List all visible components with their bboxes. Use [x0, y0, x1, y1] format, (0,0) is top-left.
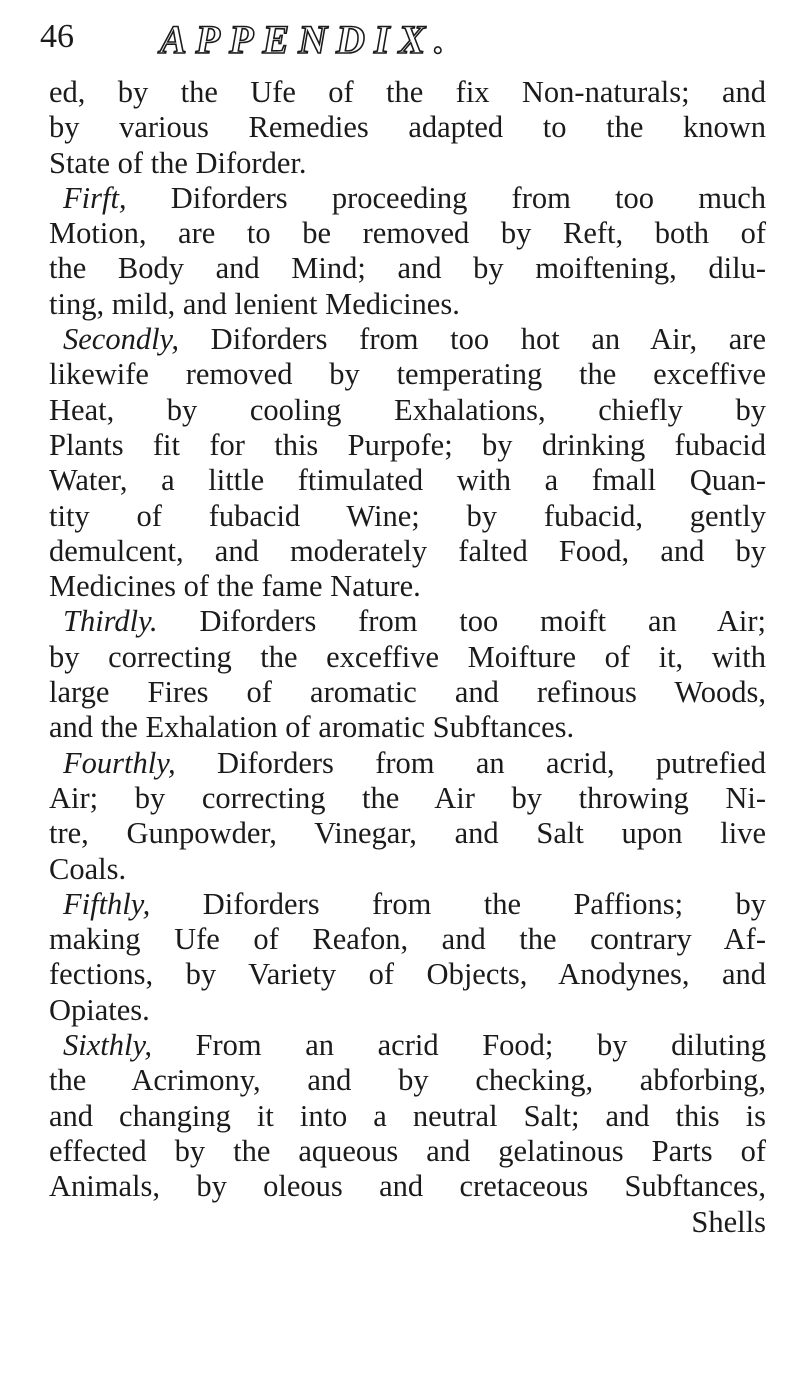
paragraph-lead-word: Thirdly. [63, 604, 158, 639]
catchword: Shells [691, 1204, 766, 1239]
text-line [49, 181, 766, 216]
line-text: and the Exhalation of aromatic Subftances. [49, 710, 575, 745]
line-text: the Acrimony, and by checking, abforbing, [49, 1063, 766, 1098]
text-line [49, 1169, 766, 1204]
line-text: Coals. [49, 851, 127, 886]
text-line [49, 322, 766, 357]
text-line [49, 287, 766, 322]
line-text: ed, by the Ufe of the fix Non-naturals; and [49, 75, 766, 109]
text-line [49, 993, 766, 1028]
text-line [49, 1134, 766, 1169]
paragraph-lead-word: Fourthly, [63, 745, 176, 780]
line-text: Diforders from an acrid, putrefied [175, 745, 766, 780]
line-text: demulcent, and moderately falted Food, and by [49, 533, 766, 568]
text-line [49, 957, 766, 992]
line-text: Air; by correcting the Air by throwing Ni- [49, 780, 766, 815]
line-text: Diforders proceeding from too much [126, 180, 766, 215]
line-text: tity of fubacid Wine; by fubacid, gently [49, 498, 766, 533]
line-text: Opiates. [49, 992, 150, 1027]
text-line [49, 710, 766, 745]
text-line [49, 393, 766, 428]
line-text: Motion, are to be removed by Reft, both of [49, 216, 766, 251]
text-line [49, 463, 766, 498]
line-text: Water, a little ftimulated with a fmall Quan- [49, 463, 766, 498]
text-line [49, 852, 766, 887]
line-text: Heat, by cooling Exhalations, chiefly by [49, 392, 766, 427]
text-line [49, 887, 766, 922]
text-line [49, 816, 766, 851]
line-text: State of the Diforder. [49, 145, 307, 180]
line-text: Diforders from too moift an Air; [157, 604, 766, 639]
paragraph-lead-word: Fifthly, [63, 886, 151, 921]
line-text: and changing it into a neutral Salt; and this is [49, 1098, 766, 1133]
page-header [40, 16, 760, 66]
line-text: ting, mild, and lenient Medicines. [49, 286, 460, 321]
line-text: Diforders from the Paffions; by [150, 886, 766, 921]
text-line [49, 781, 766, 816]
page-number: 46 [40, 18, 74, 55]
line-text: Diforders from too hot an Air, are [179, 322, 766, 357]
text-line [49, 1099, 766, 1134]
text-line [49, 110, 766, 145]
paragraph-lead-word: Sixthly, [63, 1028, 152, 1063]
line-text: Medicines of the fame Nature. [49, 569, 421, 604]
text-line [49, 922, 766, 957]
text-line [49, 534, 766, 569]
line-text: Plants fit for this Purpofe; by drinking fubacid [49, 427, 766, 462]
paragraph-lead-word: Firft, [63, 180, 127, 215]
line-text: the Body and Mind; and by moiftening, dilu- [49, 251, 766, 286]
text-line [49, 640, 766, 675]
line-text: making Ufe of Reafon, and the contrary Af- [49, 922, 766, 957]
line-text: From an acrid Food; by diluting [151, 1028, 766, 1063]
text-line [49, 604, 766, 639]
text-line [49, 146, 766, 181]
text-line [49, 357, 766, 392]
text-line [49, 1063, 766, 1098]
text-line [49, 569, 766, 604]
text-line [49, 75, 766, 110]
text-line [49, 675, 766, 710]
text-line [49, 1028, 766, 1063]
line-text: likewife removed by temperating the exceffive [49, 357, 766, 392]
body-text [49, 75, 766, 1240]
running-head: APPENDIX. [160, 17, 454, 62]
line-text: by correcting the exceffive Moifture of it, with [49, 639, 766, 674]
line-text: large Fires of aromatic and refinous Woods, [49, 675, 766, 710]
text-line [49, 216, 766, 251]
paragraph-lead-word: Secondly, [63, 322, 180, 357]
line-text: Animals, by oleous and cretaceous Subftances, [49, 1169, 766, 1204]
line-text: tre, Gunpowder, Vinegar, and Salt upon live [49, 816, 766, 851]
text-line [49, 746, 766, 781]
text-line [49, 428, 766, 463]
line-text: effected by the aqueous and gelatinous Parts of [49, 1133, 766, 1168]
line-text: fections, by Variety of Objects, Anodynes, and [49, 957, 766, 992]
line-text: by various Remedies adapted to the known [49, 110, 766, 145]
text-line [49, 499, 766, 534]
text-line [49, 251, 766, 286]
